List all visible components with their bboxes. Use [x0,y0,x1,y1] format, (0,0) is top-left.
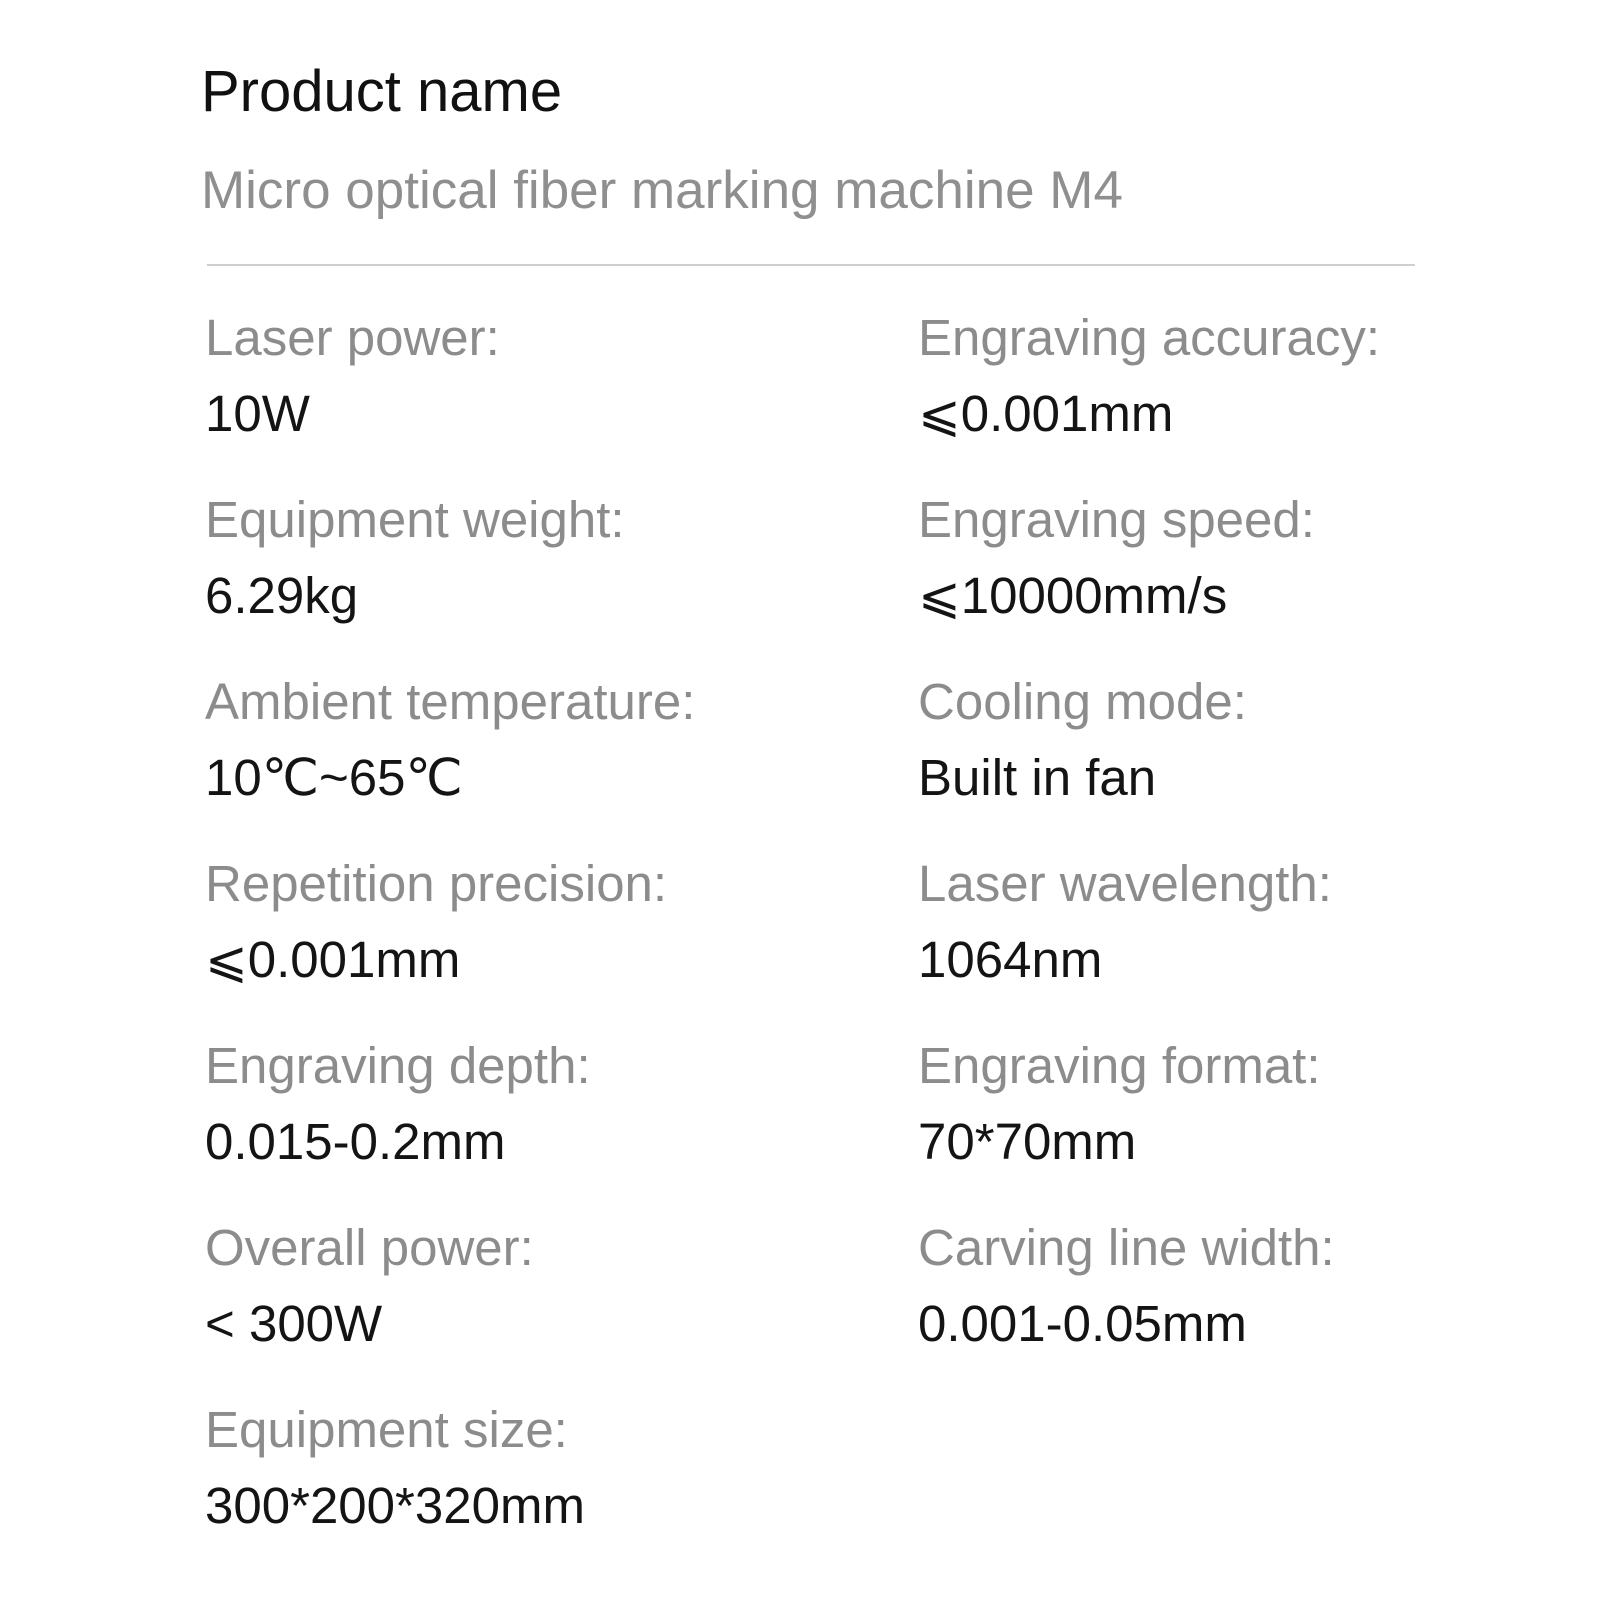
spec-label: Equipment size: [205,1401,568,1458]
spec-overall-power [205,1218,534,1354]
spec-label: Carving line width: [918,1219,1335,1276]
spec-label: Laser power: [205,309,500,366]
product-model-name: Micro optical fiber marking machine M4 [201,161,1123,220]
spec-label: Equipment weight: [205,491,625,548]
spec-label: Laser wavelength: [918,855,1332,912]
spec-label: Overall power: [205,1219,534,1276]
spec-engraving-speed [918,490,1315,626]
spec-engraving-accuracy [918,308,1380,444]
spec-value: Built in fan [918,749,1157,806]
spec-value: ⩽0.001mm [205,931,461,988]
spec-label: Engraving depth: [205,1037,591,1094]
spec-engraving-depth [205,1036,591,1172]
spec-value: < 300W [205,1295,383,1352]
header-divider [207,264,1415,266]
spec-value: 10W [205,385,310,442]
spec-value: 1064nm [918,931,1103,988]
spec-value: 6.29kg [205,567,359,624]
spec-label: Repetition precision: [205,855,668,912]
spec-value: ⩽10000mm/s [918,567,1228,624]
spec-value: 70*70mm [918,1113,1137,1170]
spec-carving-line-width [918,1218,1335,1354]
spec-label: Engraving accuracy: [918,309,1381,366]
spec-label: Cooling mode: [918,673,1247,730]
spec-label: Engraving format: [918,1037,1321,1094]
spec-laser-power [205,308,500,444]
spec-value: 0.015-0.2mm [205,1113,506,1170]
spec-value: 10℃~65℃ [205,749,463,806]
spec-value: ⩽0.001mm [918,385,1174,442]
spec-cooling-mode [918,672,1247,808]
spec-equipment-weight [205,490,625,626]
spec-label: Engraving speed: [918,491,1315,548]
product-name-heading: Product name [201,59,563,124]
spec-laser-wavelength [918,854,1332,990]
spec-value: 300*200*320mm [205,1477,585,1534]
spec-equipment-size [205,1400,585,1536]
spec-label: Ambient temperature: [205,673,696,730]
spec-value: 0.001-0.05mm [918,1295,1247,1352]
spec-ambient-temperature [205,672,695,808]
spec-engraving-format [918,1036,1321,1172]
spec-repetition-precision [205,854,667,990]
